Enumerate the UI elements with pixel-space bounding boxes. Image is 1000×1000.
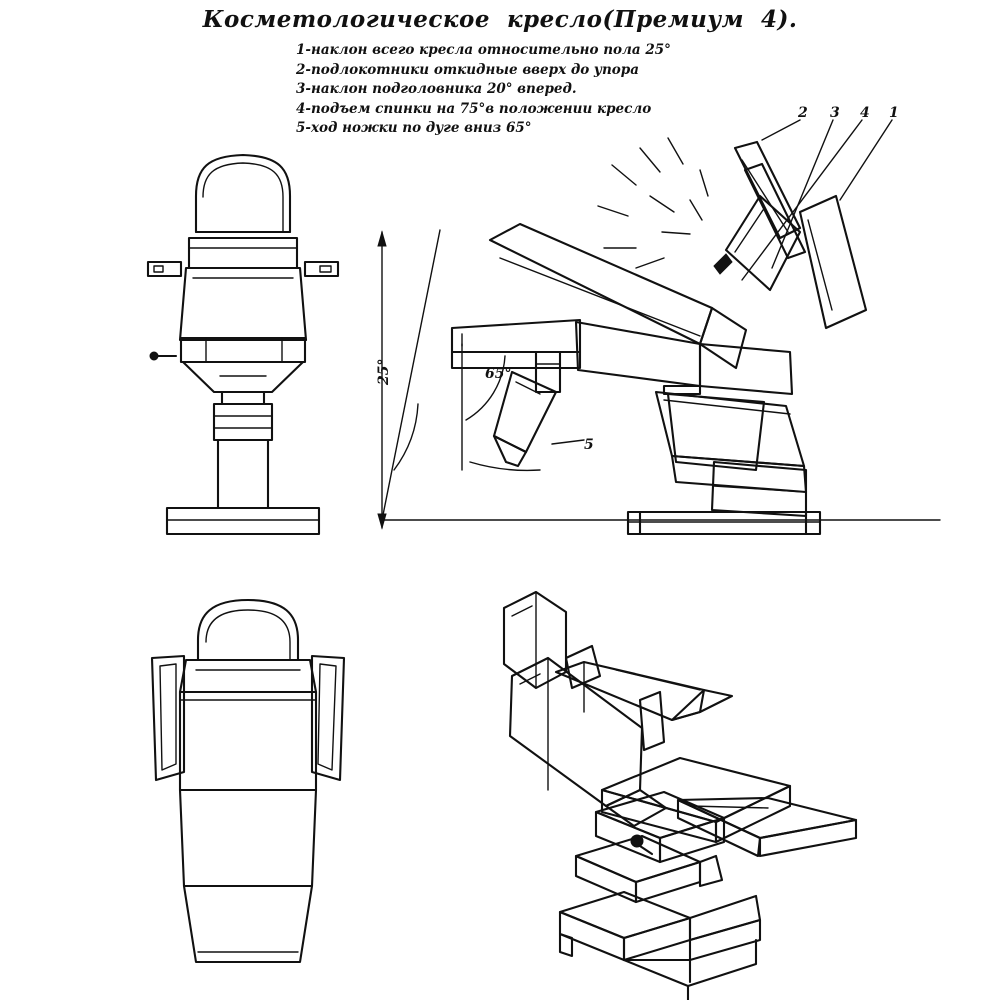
isometric-view-chair — [504, 592, 856, 1000]
note-item-4: 4-подъем спинки на 75°в положении кресло — [296, 100, 652, 117]
page-title: Косметологическое кресло(Премиум 4). — [202, 6, 798, 33]
note-item-3: 3-наклон подголовника 20° вперед. — [296, 81, 577, 97]
side-view-chair — [378, 120, 940, 534]
impact-marks — [598, 138, 708, 268]
top-view-chair — [152, 600, 344, 962]
callout-5: 5 — [584, 437, 594, 453]
note-item-1: 1-наклон всего кресла относительно пола 25° — [296, 42, 671, 58]
angle-label-25: 25° — [376, 358, 392, 385]
callout-2: 2 — [798, 105, 808, 121]
note-item-5: 5-ход ножки по дуге вниз 65° — [296, 120, 532, 136]
callout-1: 1 — [889, 105, 899, 121]
note-item-2: 2-подлокотники откидные вверх до упора — [296, 61, 639, 78]
front-view-chair — [148, 155, 338, 534]
callout-4: 4 — [860, 105, 870, 121]
angle-label-65: 65° — [485, 366, 512, 382]
callout-3: 3 — [830, 105, 840, 121]
